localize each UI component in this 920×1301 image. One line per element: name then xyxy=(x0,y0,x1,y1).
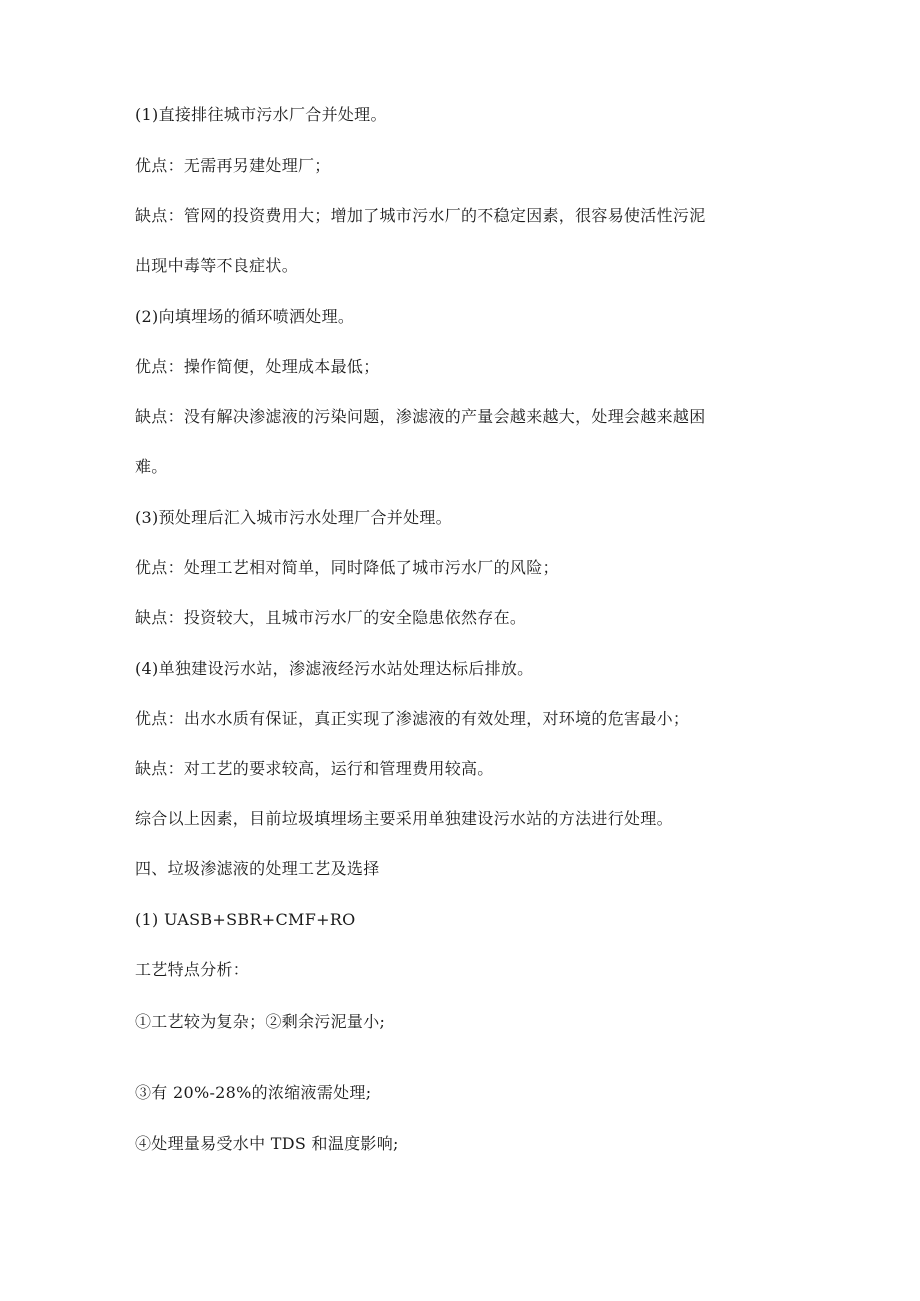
list-item: ①工艺较为复杂；②剩余污泥量小; xyxy=(135,1012,386,1031)
paragraph-line: 优点：无需再另建处理厂； xyxy=(135,156,331,175)
list-item: ③有 20%-28%的浓缩液需处理; xyxy=(135,1083,372,1102)
paragraph-line: (2)向填埋场的循环喷洒处理。 xyxy=(135,307,355,326)
paragraph-line: 缺点：投资较大，且城市污水厂的安全隐患依然存在。 xyxy=(135,608,527,627)
paragraph-line: (1)直接排往城市污水厂合并处理。 xyxy=(135,105,387,124)
paragraph-line: 难。 xyxy=(135,457,168,476)
paragraph-line: 综合以上因素，目前垃圾填埋场主要采用单独建设污水站的方法进行处理。 xyxy=(135,809,673,828)
paragraph-line: 优点：出水水质有保证，真正实现了渗滤液的有效处理，对环境的危害最小； xyxy=(135,709,690,728)
paragraph-line: 缺点：没有解决渗滤液的污染问题，渗滤液的产量会越来越大，处理会越来越困 xyxy=(135,407,706,426)
paragraph-line: 优点：操作简便，处理成本最低； xyxy=(135,357,380,376)
list-item: ④处理量易受水中 TDS 和温度影响; xyxy=(135,1134,399,1153)
paragraph-line: (3)预处理后汇入城市污水处理厂合并处理。 xyxy=(135,508,452,527)
paragraph-line: 缺点：管网的投资费用大；增加了城市污水厂的不稳定因素，很容易使活性污泥 xyxy=(135,206,706,225)
paragraph-line: 缺点：对工艺的要求较高，运行和管理费用较高。 xyxy=(135,759,494,778)
paragraph-line: (4)单独建设污水站，渗滤液经污水站处理达标后排放。 xyxy=(135,659,534,678)
paragraph-line: 出现中毒等不良症状。 xyxy=(135,256,299,275)
subsection-heading: (1) UASB+SBR+CMF+RO xyxy=(135,910,356,929)
paragraph-line: 优点：处理工艺相对简单，同时降低了城市污水厂的风险； xyxy=(135,558,559,577)
section-heading: 四、垃圾渗滤液的处理工艺及选择 xyxy=(135,859,380,878)
paragraph-line: 工艺特点分析： xyxy=(135,960,250,979)
